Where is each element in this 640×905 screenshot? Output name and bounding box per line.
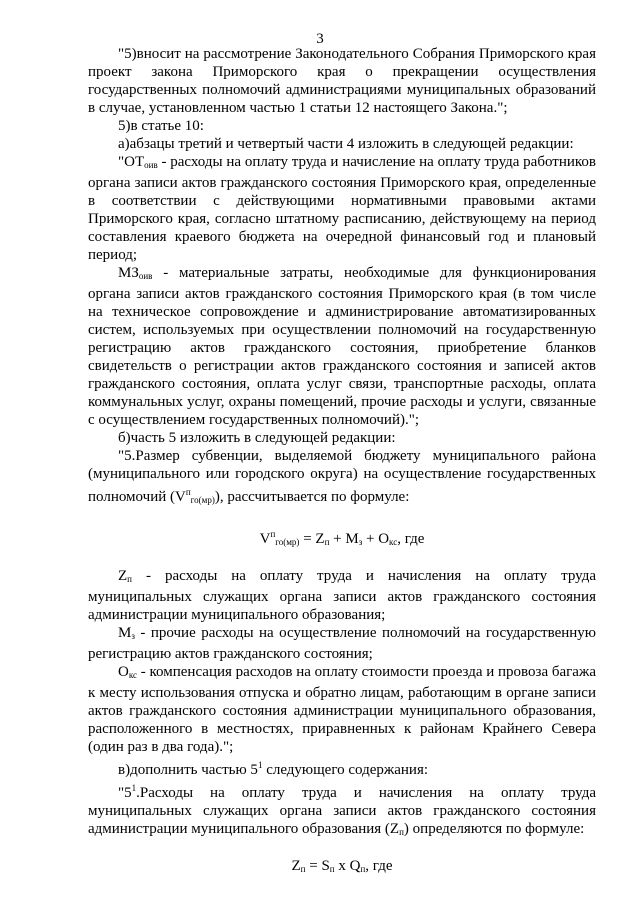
- part5-subscript: го(мр): [190, 495, 215, 505]
- paragraph-article-10: 5)в статье 10:: [118, 118, 204, 134]
- paragraph-amendment-5: "5)вносит на рассмотрение Законодательного Собрания Приморского края проект закона Приморского края о прекращении осуществления государственных полномочий администрациями муниципальных образований в случае, установленном частью 1 статьи 12 настоящего Закона.";: [88, 46, 596, 116]
- definition-m: $М_з$ - прочие расходы на осуществление полномочий на государственную регистрацию актов гражданского состояния;: [88, 625, 596, 662]
- mz-text: - материальные затраты, необходимые для функционирования органа записи актов гражданского состояния Приморского края (в том числе на техническое сопровождение и администрирование автоматизированных систем, используемых при осуществлении полномочий на государственную регистрацию актов гражданского состояния, приобретение бланков свидетельств о регистрации актов гражданского состояния и записей актов гражданского состояния, оплата услуг связи, транспортные расходы, оплата коммунальных услуг, охраны помещений, прочие расходы и услуги, связанные с осуществлением государственных полномочий).";: [88, 265, 596, 428]
- mz-symbol: МЗ: [118, 265, 139, 281]
- formula-subvention: $V^п_{го(мр)} = Z_п + М_з + О_{кс}$, где: [259, 529, 425, 547]
- paragraph-mz-definition: [88, 264, 596, 429]
- part5-text: "5.Размер субвенции, выделяемой бюджету муниципального района (муниципального или городского округа) на осуществление государственных полномочий (V: [88, 448, 596, 505]
- paragraph-item-b: б)часть 5 изложить в следующей редакции:: [118, 430, 396, 446]
- ot-text: - расходы на оплату труда и начисление на оплату труда работников органа записи актов гражданского состояния Приморского края, определенные в соответствии с действующими нормативными правовыми актами Приморского края, согласно штатному расписанию, действующему на период составления краевого бюджета на очередной финансовый год и плановый период;: [88, 154, 596, 263]
- paragraph-part-5-1: "$5^1.Расходы$ на оплату труда и начисления на оплату труда муниципальных служащих органа записи актов гражданского состояния администрации муниципального образования $(Z_п)$ определяются по формуле:: [88, 783, 596, 837]
- document-body: [88, 45, 596, 878]
- mz-subscript: оив: [138, 271, 153, 281]
- definition-o: $О_{кс}$ - компенсация расходов на оплату стоимости проезда и провоза багажа к месту использования отпуска и обратно лицам, работающим в органе записи актов гражданского состояния администрации муниципального образования, расположенного в местностях, приравненных к районам Крайнего Севера (один раз в два года).";: [88, 664, 596, 755]
- part5-tail: ), рассчитывается по формуле:: [214, 489, 410, 505]
- formula-salary: $Z_п = S_п$ x $Q_п$, где: [291, 858, 393, 874]
- paragraph-item-v: в)дополнить частью $5^1$ следующего содержания:: [118, 760, 429, 778]
- definition-z: $Z_п$ - расходы на оплату труда и начисления на оплату труда муниципальных служащих органа записи актов гражданского состояния администрации муниципального образования;: [88, 568, 596, 623]
- page-number: 3: [316, 31, 324, 47]
- paragraph-item-a: а)абзацы третий и четвертый части 4 изложить в следующей редакции:: [118, 136, 574, 152]
- paragraph-ot-definition: [88, 153, 596, 264]
- paragraph-part-5: [88, 447, 596, 509]
- ot-subscript: оив: [144, 160, 158, 170]
- ot-symbol: "ОТ: [118, 154, 145, 170]
- part5-superscript: п: [185, 487, 191, 497]
